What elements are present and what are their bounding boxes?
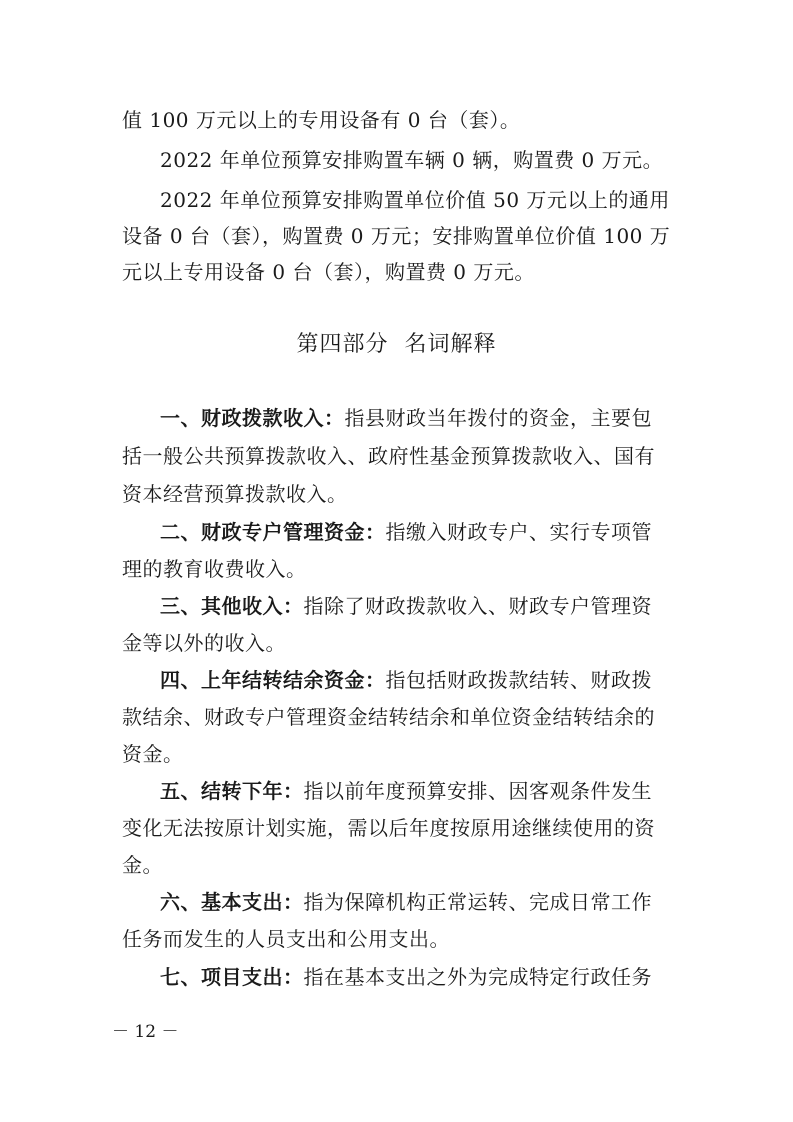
definition-2-text: 指缴入财政专户、实行专项管 (385, 520, 652, 544)
definition-2-first-line (160, 518, 652, 546)
definition-2-line-2: 理的教育收费收入。 (122, 557, 307, 581)
definition-6-first-line (160, 888, 652, 916)
definition-3-term: 三、其他收入： (160, 594, 304, 618)
intro-line-1: 值 100 万元以上的专用设备有 0 台（套）。 (122, 108, 521, 132)
definition-7-first-line (160, 963, 652, 991)
definition-5-first-line (160, 777, 652, 805)
definition-6-line-2: 任务而发生的人员支出和公用支出。 (122, 927, 450, 951)
definition-1-text: 指县财政当年拨付的资金，主要包 (344, 406, 652, 430)
definition-2-term: 二、财政专户管理资金： (160, 520, 386, 544)
intro-line-2: 2022 年单位预算安排购置车辆 0 辆，购置费 0 万元。 (160, 148, 664, 172)
intro-line-4: 设备 0 台（套），购置费 0 万元；安排购置单位价值 100 万 (122, 224, 671, 248)
definition-4-line-3: 资金。 (122, 742, 184, 766)
definition-4-term: 四、上年结转结余资金： (160, 668, 386, 692)
definition-1-line-2: 括一般公共预算拨款收入、政府性基金预算拨款收入、国有 (122, 444, 655, 468)
definition-7-text: 指在基本支出之外为完成特定行政任务 (303, 965, 652, 989)
definition-4-line-2: 款结余、财政专户管理资金结转结余和单位资金结转结余的 (122, 705, 655, 729)
definition-5-line-3: 金。 (122, 853, 163, 877)
section-heading: 第四部分 名词解释 (296, 332, 497, 357)
definition-7-term: 七、项目支出： (160, 965, 304, 989)
definition-3-first-line (160, 592, 652, 620)
intro-line-3: 2022 年单位预算安排购置单位价值 50 万元以上的通用 (160, 188, 670, 212)
definition-5-term: 五、结转下年： (160, 779, 304, 803)
definition-1-first-line (160, 404, 652, 432)
definition-4-text: 指包括财政拨款结转、财政拨 (385, 668, 652, 692)
definition-6-term: 六、基本支出： (160, 890, 304, 914)
definition-6-text: 指为保障机构正常运转、完成日常工作 (303, 890, 652, 914)
intro-line-5: 元以上专用设备 0 台（套），购置费 0 万元。 (122, 260, 535, 284)
page-number: － 12 － (112, 1022, 179, 1042)
definition-1-term: 一、财政拨款收入： (160, 406, 345, 430)
definition-4-first-line (160, 666, 652, 694)
definition-5-text: 指以前年度预算安排、因客观条件发生 (303, 779, 652, 803)
definition-3-line-2: 金等以外的收入。 (122, 631, 286, 655)
definition-1-line-3: 资本经营预算拨款收入。 (122, 482, 348, 506)
definition-3-text: 指除了财政拨款收入、财政专户管理资 (303, 594, 652, 618)
definition-5-line-2: 变化无法按原计划实施，需以后年度按原用途继续使用的资 (122, 816, 655, 840)
